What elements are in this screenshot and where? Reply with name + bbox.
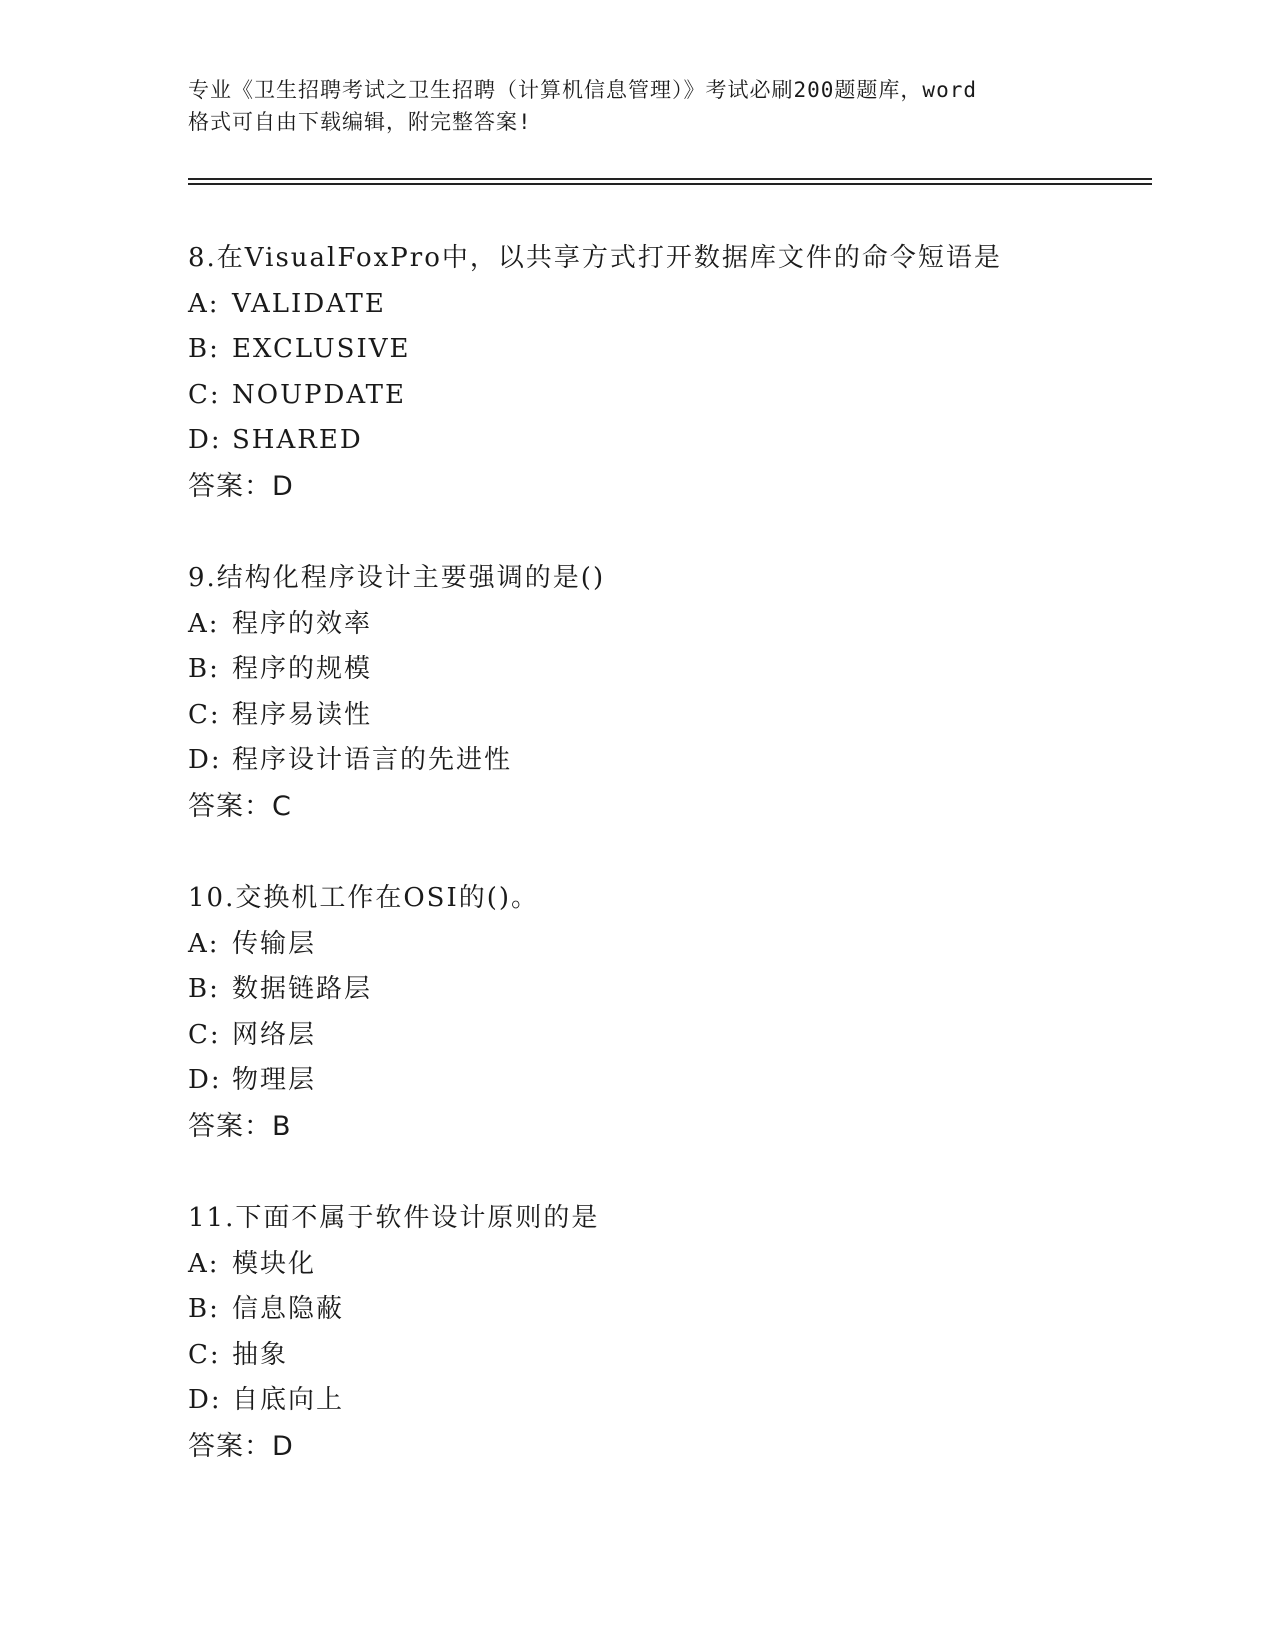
question-item (188, 556, 1148, 876)
question-stem: 10.交换机工作在OSI的()。 (188, 883, 540, 913)
option-text: 网络层 (232, 1019, 317, 1050)
document-header (188, 74, 1088, 138)
option-text: NOUPDATE (232, 379, 406, 410)
option-a (188, 1242, 1148, 1288)
option-text: 数据链路层 (232, 974, 373, 1004)
option-letter: B: (188, 974, 220, 1004)
option-text: 程序的规模 (232, 654, 373, 684)
option-letter: B: (188, 654, 220, 684)
option-c (188, 1333, 1148, 1379)
option-text: EXCLUSIVE (232, 334, 411, 364)
option-letter: B: (188, 334, 220, 364)
answer-line: 答案：C (188, 790, 292, 822)
option-letter: A: (188, 928, 220, 959)
answer-line: 答案：D (188, 470, 294, 502)
question-list (188, 236, 1148, 1516)
option-text: 程序易读性 (232, 699, 373, 730)
question-stem: 11.下面不属于软件设计原则的是 (188, 1203, 600, 1233)
option-c (188, 1013, 1148, 1059)
option-c (188, 373, 1148, 419)
option-letter: A: (188, 608, 220, 639)
option-text: 程序的效率 (232, 608, 373, 639)
option-a (188, 602, 1148, 648)
option-text: 模块化 (232, 1248, 317, 1279)
option-letter: D: (188, 425, 222, 455)
option-letter: D: (188, 1385, 222, 1415)
option-letter: D: (188, 745, 222, 775)
answer-line: 答案：D (188, 1430, 294, 1462)
option-text: 传输层 (232, 928, 317, 959)
option-b (188, 327, 1148, 373)
option-b (188, 647, 1148, 693)
answer-line: 答案：B (188, 1110, 292, 1142)
option-text: 物理层 (232, 1065, 317, 1095)
option-text: 抽象 (232, 1339, 289, 1370)
header-divider-bottom (188, 183, 1152, 185)
option-b (188, 1287, 1148, 1333)
option-letter: C: (188, 379, 221, 410)
question-item (188, 876, 1148, 1196)
option-letter: A: (188, 288, 220, 319)
question-item (188, 236, 1148, 556)
option-a (188, 282, 1148, 328)
question-stem: 9.结构化程序设计主要强调的是() (188, 563, 606, 593)
option-text: 自底向上 (232, 1385, 345, 1415)
option-letter: C: (188, 1019, 221, 1050)
option-letter: C: (188, 699, 221, 730)
header-line-1: 专业《卫生招聘考试之卫生招聘（计算机信息管理）》考试必刷200题题库，word (188, 78, 977, 102)
option-letter: C: (188, 1339, 221, 1370)
option-letter: D: (188, 1065, 222, 1095)
header-divider-top (188, 178, 1152, 180)
option-text: VALIDATE (232, 288, 386, 319)
option-d (188, 1058, 1148, 1104)
option-text: SHARED (232, 425, 363, 455)
option-d (188, 1378, 1148, 1424)
option-letter: B: (188, 1294, 220, 1324)
header-line-2: 格式可自由下载编辑，附完整答案! (188, 110, 532, 134)
option-d (188, 738, 1148, 784)
option-d (188, 418, 1148, 464)
option-b (188, 967, 1148, 1013)
option-a (188, 922, 1148, 968)
question-stem: 8.在VisualFoxPro中，以共享方式打开数据库文件的命令短语是 (188, 243, 1002, 273)
option-c (188, 693, 1148, 739)
question-item (188, 1196, 1148, 1516)
option-letter: A: (188, 1248, 220, 1279)
option-text: 程序设计语言的先进性 (232, 745, 513, 775)
option-text: 信息隐蔽 (232, 1294, 345, 1324)
